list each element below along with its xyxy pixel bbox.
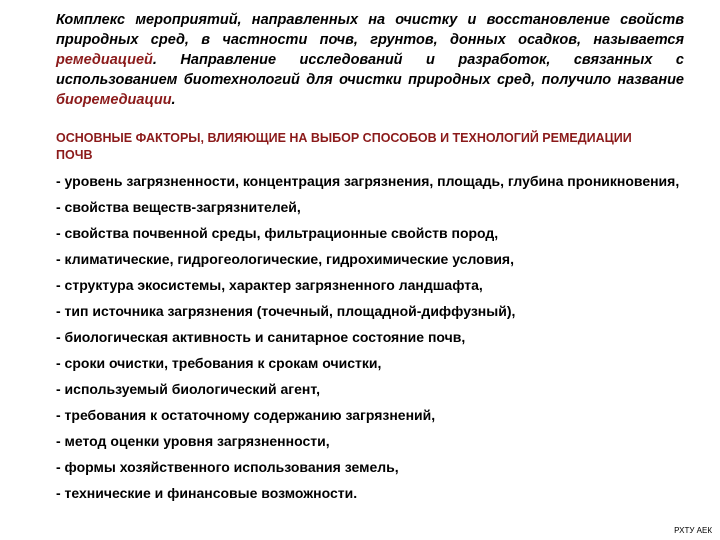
list-item: - структура экосистемы, характер загрязненного ландшафта, — [56, 277, 483, 293]
list-item: - формы хозяйственного использования земель, — [56, 459, 399, 475]
factors-list — [56, 172, 686, 510]
list-item: - климатические, гидрогеологические, гидрохимические условия, — [56, 251, 514, 267]
term-remediation: ремедиацией — [56, 52, 153, 68]
list-item: - используемый биологический агент, — [56, 381, 321, 397]
list-item: - свойства веществ-загрязнителей, — [56, 199, 301, 215]
list-item: - сроки очистки, требования к срокам очистки, — [56, 355, 382, 371]
list-item: - свойства почвенной среды, фильтрационные свойств пород, — [56, 225, 499, 241]
list-item: - тип источника загрязнения (точечный, площадной-диффузный), — [56, 303, 516, 319]
list-item: - уровень загрязненности, концентрация загрязнения, площадь, глубина проникновения, — [56, 173, 680, 189]
intro-paragraph — [56, 10, 684, 110]
list-item: - метод оценки уровня загрязненности, — [56, 433, 330, 449]
list-item: - требования к остаточному содержанию загрязнений, — [56, 407, 436, 423]
intro-text-1: Комплекс мероприятий, направленных на очистку и восстановление свойств природных сред, в частности почв, грунтов, донных осадков, называется — [56, 12, 684, 48]
list-item: - биологическая активность и санитарное состояние почв, — [56, 329, 466, 345]
footer-label: РХТУ АЕК — [674, 526, 712, 535]
list-item: - технические и финансовые возможности. — [56, 485, 358, 501]
intro-text-3: . — [171, 92, 176, 108]
term-bioremediation: биоремедиации — [56, 92, 172, 108]
factors-heading: ОСНОВНЫЕ ФАКТОРЫ, ВЛИЯЮЩИЕ НА ВЫБОР СПОСОБОВ И ТЕХНОЛОГИЙ РЕМЕДИАЦИИ ПОЧВ — [56, 131, 632, 162]
intro-text-2: . Направление исследований и разработок, связанных с использованием биотехнологий для очистки природных сред, получило название — [56, 52, 684, 88]
